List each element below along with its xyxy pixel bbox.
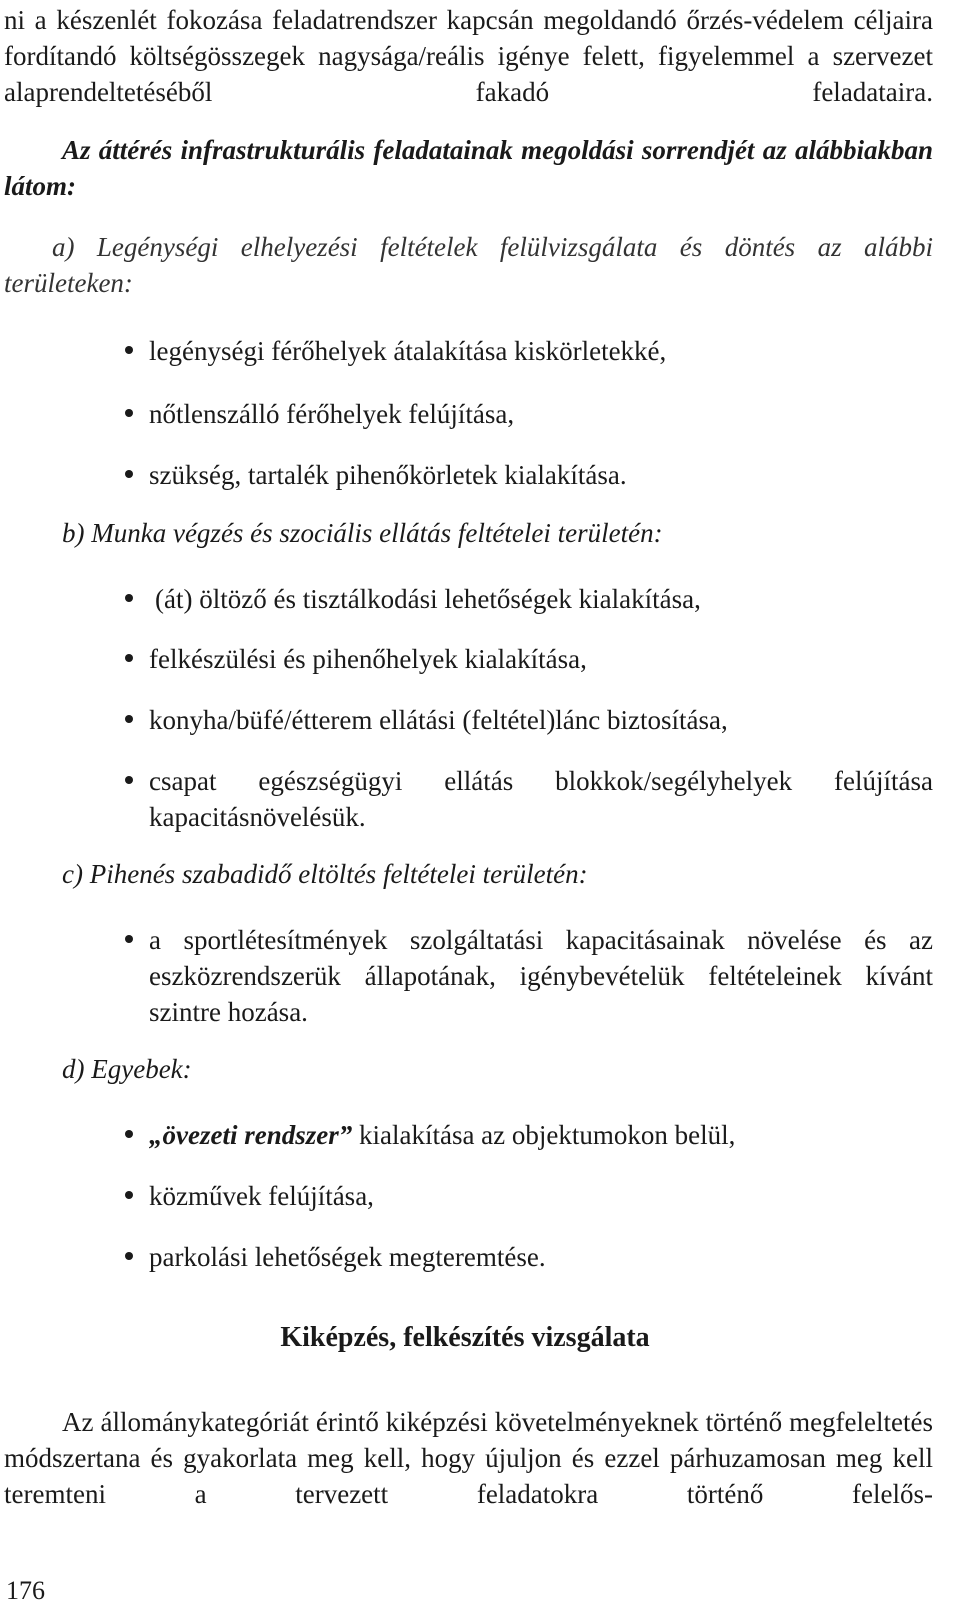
intro-paragraph: ni a készenlét fokozása feladatrendszer kapcsán megoldandó őrzés-védelem céljaira fordítandó költségösszegek nagysága/reális igénye felett, figyelemmel a szervezet alaprendeltetéséből fakadó feladataira. [4, 5, 933, 107]
bullet-icon [125, 1191, 133, 1199]
training-paragraph: Az állománykategóriát érintő kiképzési követelményeknek történő megfeleltetés módszertana és gyakorlata meg kell, hogy újuljon és ezzel párhuzamosan meg kell teremteni a tervezett feladatokra történő felelős- [4, 1407, 933, 1509]
bullet-icon [125, 776, 133, 784]
list-item-text: csapat egészségügyi ellátás blokkok/segélyhelyek felújítása kapacitásnövelésük. [149, 766, 933, 832]
list-item-text: konyha/büfé/étterem ellátási (feltétel)lánc biztosítása, [149, 705, 728, 735]
bullet-icon [125, 654, 133, 662]
section-c-heading: c) Pihenés szabadidő eltöltés feltételei területén: [62, 859, 588, 889]
list-item-text: (át) öltöző és tisztálkodási lehetőségek kialakítása, [155, 584, 701, 614]
list-item-rest: kialakítása az objektumokon belül, [352, 1120, 736, 1150]
section-a-heading: a) Legénységi elhelyezési feltételek felülvizsgálata és döntés az alábbi területeken: [4, 232, 933, 298]
list-item-text: parkolási lehetőségek megteremtése. [149, 1242, 546, 1272]
bullet-icon [125, 346, 133, 354]
list-item-text: felkészülési és pihenőhelyek kialakítása, [149, 644, 587, 674]
sequence-paragraph: Az áttérés infrastrukturális feladatainak megoldási sorrendjét az alábbiakban látom: [4, 135, 933, 201]
list-item-text: közművek felújítása, [149, 1181, 374, 1211]
list-item-text: szükség, tartalék pihenőkörletek kialakítása. [149, 460, 627, 490]
list-item-text: nőtlenszálló férőhelyek felújítása, [149, 399, 515, 429]
bullet-icon [125, 594, 133, 602]
page-number: 176 [6, 1576, 45, 1605]
section-d-heading: d) Egyebek: [62, 1054, 192, 1084]
list-item-text: a sportlétesítmények szolgáltatási kapacitásainak növelése és az eszközrendszerük állapotának, igénybevételük feltételeinek kívánt szintre hozása. [149, 925, 933, 1027]
emphasis-term: „övezeti rendszer” [149, 1120, 353, 1150]
bullet-icon [125, 470, 133, 478]
bullet-icon [125, 935, 133, 943]
list-item-text [149, 1117, 735, 1153]
bullet-icon [125, 1252, 133, 1260]
list-item-text: legénységi férőhelyek átalakítása kiskörletekké, [149, 336, 667, 366]
bullet-icon [125, 409, 133, 417]
section-title: Kiképzés, felkészítés vizsgálata [280, 1322, 650, 1353]
bullet-icon [125, 1130, 133, 1138]
section-b-heading: b) Munka végzés és szociális ellátás feltételei területén: [62, 518, 663, 548]
bullet-icon [125, 715, 133, 723]
